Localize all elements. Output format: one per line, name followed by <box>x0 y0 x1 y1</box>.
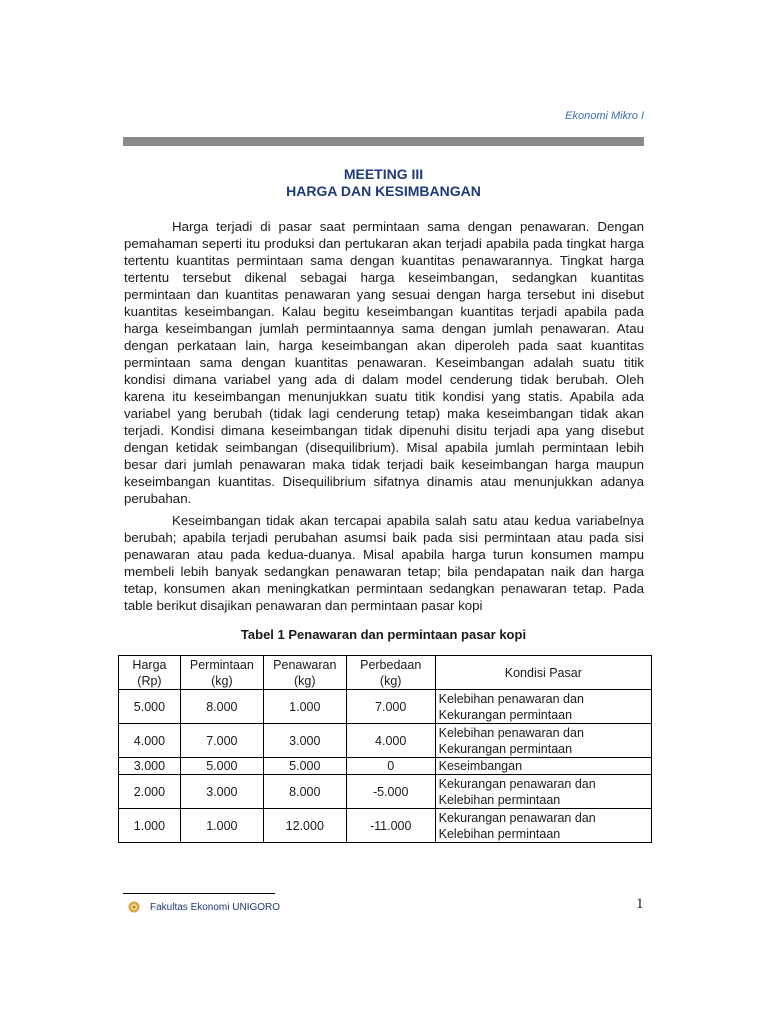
cell-kondisi <box>435 809 651 843</box>
cell-harga: 1.000 <box>119 809 181 843</box>
header-penawaran <box>263 656 346 690</box>
table-header-row <box>119 656 652 690</box>
cell-kondisi <box>435 690 651 724</box>
cell-kondisi: Keseimbangan <box>435 758 651 775</box>
cell-kondisi <box>435 775 651 809</box>
table-row <box>119 775 652 809</box>
paragraph-1: Harga terjadi di pasar saat permintaan sama dengan penawaran. Dengan pemahaman seperti itu produksi dan pertukaran akan terjadi apabila pada tingkat harga tertentu kuantitas permintaan sama dengan kuantitas penawarannya. Tingkat harga tertentu tersebut dikenal sebagai harga keseimbangan, sedangkan kuantitas permintaan dan kuantitas penawaran yang sesuai dengan harga tersebut ini disebut kuantitas keseimbangan. Kalau begitu keseimbangan kuantitas terjadi apabila pada harga keseimbangan jumlah permintaannya sama dengan jumlah penawaran. Atau dengan perkataan lain, harga keseimbangan akan diperoleh pada saat kuantitas permintaan sama dengan kuantitas penawaran. Keseimbangan adalah suatu titik kondisi dimana variabel yang ada di dalam model cenderung tidak berubah. Oleh karena itu keseimbangan menunjukkan suatu titik kondisi yang statis. Apabila ada variabel yang berubah (tidak lagi cenderung tetap) maka keseimbangan tidak akan terjadi. Kondisi dimana keseimbangan tidak dipenuhi disitu terjadi apa yang disebut dengan ketidak seimbangan (disequilibrium). Misal apabila jumlah permintaan lebih besar dari jumlah penawaran maka tidak terjadi baik keseimbangan harga maupun keseimbangan kuantitas. Disequilibrium sifatnya dinamis atau menunjukkan adanya perubahan. <box>124 219 644 506</box>
cell-harga: 5.000 <box>119 690 181 724</box>
header-permintaan <box>180 656 263 690</box>
kondisi-line: Kelebihan permintaan <box>438 792 561 807</box>
table-caption: Tabel 1 Penawaran dan permintaan pasar kopi <box>240 627 527 642</box>
cell-perbedaan: 4.000 <box>346 724 435 758</box>
cell-perbedaan: -5.000 <box>346 775 435 809</box>
cell-perbedaan: 7.000 <box>346 690 435 724</box>
kondisi-line: Kekurangan permintaan <box>438 707 573 722</box>
paragraph-2: Keseimbangan tidak akan tercapai apabila salah satu atau kedua variabelnya berubah; apabila terjadi perubahan asumsi baik pada sisi permintaan atau pada sisi penawaran atau pada kedua-duanya. Misal apabila harga turun konsumen mampu membeli lebih banyak sedangkan penawaran tetap; bila pendapatan naik dan harga tetap, konsumen akan meningkatkan permintaan sedangkan penawaran tetap. Pada table berikut disajikan penawaran dan permintaan pasar kopi <box>124 513 644 613</box>
cell-penawaran: 8.000 <box>263 775 346 809</box>
footnote-divider <box>123 893 275 894</box>
header-kondisi: Kondisi Pasar <box>435 656 651 690</box>
chapter-title: HARGA DAN KESIMBANGAN <box>286 183 481 199</box>
running-header: Ekonomi Mikro I <box>565 110 644 122</box>
cell-penawaran: 12.000 <box>263 809 346 843</box>
kondisi-line: Kelebihan penawaran dan <box>438 725 584 740</box>
cell-permintaan: 3.000 <box>180 775 263 809</box>
kondisi-line: Kelebihan penawaran dan <box>438 691 584 706</box>
header-perbedaan-line1: Perbedaan <box>360 657 422 672</box>
header-permintaan-line1: Permintaan <box>189 657 254 672</box>
cell-permintaan: 5.000 <box>180 758 263 775</box>
header-penawaran-line1: Penawaran <box>273 657 337 672</box>
cell-harga: 3.000 <box>119 758 181 775</box>
header-penawaran-unit: (kg) <box>294 673 316 688</box>
cell-permintaan: 8.000 <box>180 690 263 724</box>
university-seal-icon <box>128 901 140 913</box>
page-number: 1 <box>636 896 644 912</box>
header-divider-bar <box>123 137 644 146</box>
cell-permintaan: 7.000 <box>180 724 263 758</box>
table-row <box>119 724 652 758</box>
cell-harga: 2.000 <box>119 775 181 809</box>
cell-penawaran: 3.000 <box>263 724 346 758</box>
header-harga-unit: (Rp) <box>137 673 162 688</box>
table-row <box>119 690 652 724</box>
header-permintaan-unit: (kg) <box>211 673 233 688</box>
footer-institution: Fakultas Ekonomi UNIGORO <box>150 902 281 913</box>
cell-harga: 4.000 <box>119 724 181 758</box>
header-harga-line1: Harga <box>132 657 167 672</box>
kondisi-line: Kelebihan permintaan <box>438 826 561 841</box>
cell-permintaan: 1.000 <box>180 809 263 843</box>
kondisi-line: Kekurangan penawaran dan <box>438 810 596 825</box>
cell-penawaran: 5.000 <box>263 758 346 775</box>
cell-perbedaan: 0 <box>346 758 435 775</box>
meeting-title: MEETING III <box>343 166 424 182</box>
kondisi-line: Kekurangan permintaan <box>438 741 573 756</box>
market-table <box>118 655 652 843</box>
cell-penawaran: 1.000 <box>263 690 346 724</box>
header-perbedaan <box>346 656 435 690</box>
table-row <box>119 809 652 843</box>
cell-perbedaan: -11.000 <box>346 809 435 843</box>
table-row <box>119 758 652 775</box>
header-perbedaan-unit: (kg) <box>379 673 402 688</box>
header-harga <box>119 656 181 690</box>
cell-kondisi <box>435 724 651 758</box>
page-title <box>123 166 644 200</box>
kondisi-line: Kekurangan penawaran dan <box>438 776 596 791</box>
